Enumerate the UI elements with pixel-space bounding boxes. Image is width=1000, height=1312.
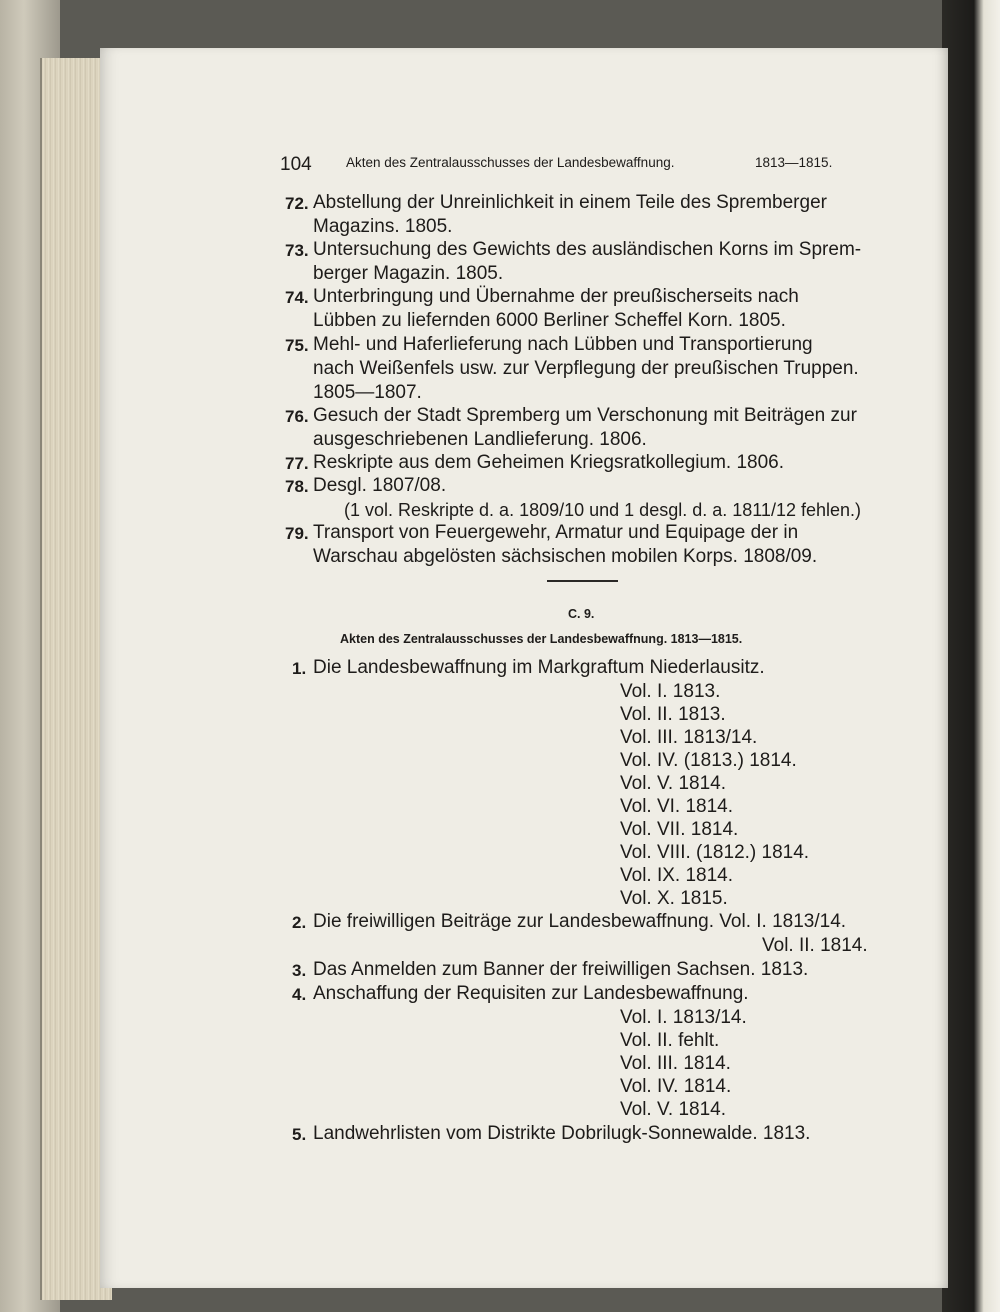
entry-line: Desgl. 1807/08.	[313, 475, 447, 496]
entry-number: 4.	[292, 985, 307, 1004]
entry-line: Landwehrlisten vom Distrikte Dobrilugk-Sonnewalde. 1813.	[313, 1123, 811, 1144]
entry-line: Die freiwilligen Beiträge zur Landesbewaffnung. Vol. I. 1813/14.	[313, 911, 847, 932]
entry-number: 2.	[292, 913, 307, 932]
volume-line: Vol. V. 1814.	[620, 1099, 727, 1120]
entry-line: Reskripte aus dem Geheimen Kriegsratkollegium. 1806.	[313, 452, 785, 473]
entry-line: Die Landesbewaffnung im Markgraftum Niederlausitz.	[313, 657, 765, 678]
volume-line: Vol. V. 1814.	[620, 773, 727, 794]
running-years: 1813—1815.	[755, 155, 833, 170]
volume-line: Vol. IV. (1813.) 1814.	[620, 750, 797, 771]
entry-number: 1.	[292, 659, 307, 678]
entry-line: Mehl- und Haferlieferung nach Lübben und Transportierung	[313, 334, 813, 355]
volume-line: Vol. IX. 1814.	[620, 865, 734, 886]
page-text	[100, 48, 948, 1288]
entry-line: Gesuch der Stadt Spremberg um Verschonung mit Beiträgen zur	[313, 405, 857, 426]
volume-line: Vol. II. 1813.	[620, 704, 726, 725]
book-page	[100, 48, 948, 1288]
entry-number: 73.	[285, 241, 309, 260]
facing-page-strip	[942, 0, 1000, 1312]
entry-number: 78.	[285, 477, 309, 496]
entry-line: berger Magazin. 1805.	[313, 263, 504, 284]
entry-number: 3.	[292, 961, 307, 980]
entry-line: nach Weißenfels usw. zur Verpflegung der preußischen Truppen.	[313, 358, 859, 379]
volume-line: Vol. III. 1813/14.	[620, 727, 758, 748]
volume-line: Vol. II. fehlt.	[620, 1030, 720, 1051]
entry-line: Transport von Feuergewehr, Armatur und Equipage der in	[313, 522, 799, 543]
entry-line: Untersuchung des Gewichts des ausländischen Korns im Sprem-	[313, 239, 862, 260]
section-title: Akten des Zentralausschusses der Landesbewaffnung. 1813—1815.	[340, 632, 743, 646]
entry-line: Abstellung der Unreinlichkeit in einem Teile des Spremberger	[313, 192, 827, 213]
entry-number: 77.	[285, 454, 309, 473]
entry-line: 1805—1807.	[313, 382, 422, 403]
entry-line: (1 vol. Reskripte d. a. 1809/10 und 1 desgl. d. a. 1811/12 fehlen.)	[344, 500, 862, 520]
volume-line: Vol. II. 1814.	[762, 935, 868, 956]
entry-number: 5.	[292, 1125, 307, 1144]
volume-line: Vol. III. 1814.	[620, 1053, 731, 1074]
entry-line: Warschau abgelösten sächsischen mobilen Korps. 1808/09.	[313, 546, 818, 567]
entry-line: ausgeschriebenen Landlieferung. 1806.	[313, 429, 647, 450]
volume-line: Vol. VII. 1814.	[620, 819, 739, 840]
entry-number: 79.	[285, 524, 309, 543]
volume-line: Vol. VI. 1814.	[620, 796, 734, 817]
volume-line: Vol. I. 1813/14.	[620, 1007, 747, 1028]
entry-line: Anschaffung der Requisiten zur Landesbewaffnung.	[313, 983, 749, 1004]
section-divider	[547, 580, 618, 582]
volume-line: Vol. VIII. (1812.) 1814.	[620, 842, 810, 863]
page-number: 104	[280, 154, 312, 175]
entry-line: Lübben zu liefernden 6000 Berliner Scheffel Korn. 1805.	[313, 310, 786, 331]
entry-line: Magazins. 1805.	[313, 216, 453, 237]
entry-number: 74.	[285, 288, 309, 307]
volume-line: Vol. X. 1815.	[620, 888, 728, 909]
volume-line: Vol. IV. 1814.	[620, 1076, 732, 1097]
entry-line: Unterbringung und Übernahme der preußischerseits nach	[313, 286, 799, 307]
entry-number: 75.	[285, 336, 309, 355]
running-title: Akten des Zentralausschusses der Landesbewaffnung.	[346, 155, 675, 170]
entry-number: 72.	[285, 194, 309, 213]
volume-line: Vol. I. 1813.	[620, 681, 721, 702]
section-label: C. 9.	[568, 607, 595, 621]
entry-line: Das Anmelden zum Banner der freiwilligen Sachsen. 1813.	[313, 959, 809, 980]
entry-number: 76.	[285, 407, 309, 426]
